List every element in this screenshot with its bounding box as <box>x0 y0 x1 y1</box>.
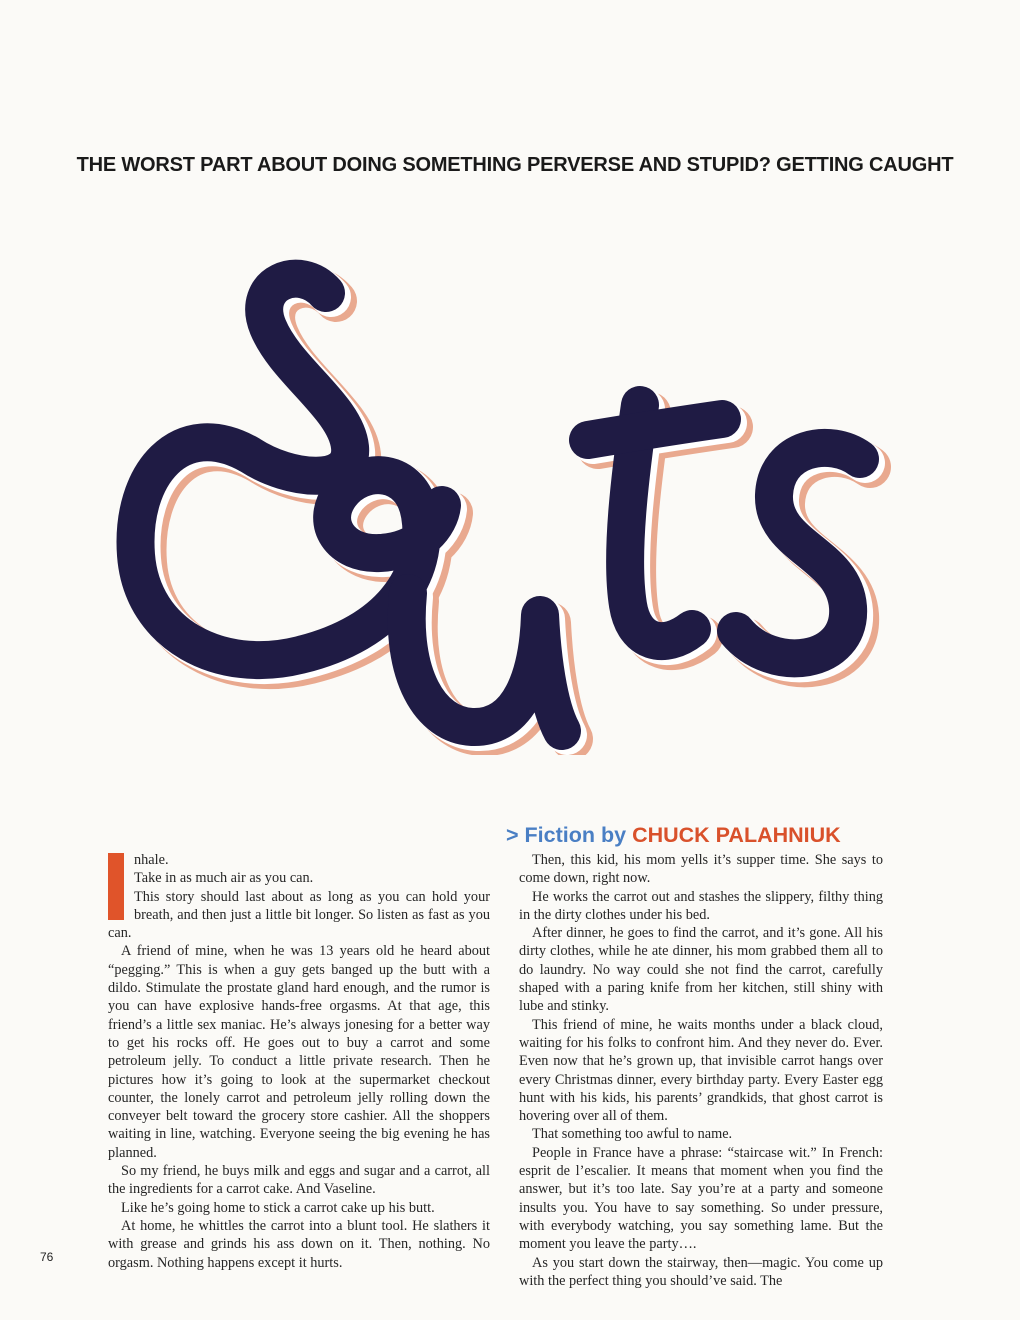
right-column <box>519 851 883 1290</box>
guts-title-art <box>100 255 900 755</box>
paragraph: He works the carrot out and stashes the slippery, filthy thing in the dirty clothes under his bed. <box>519 888 883 923</box>
paragraph: As you start down the stairway, then—magic. You come up with the perfect thing you should’ve said. The <box>519 1254 883 1289</box>
byline <box>506 823 896 848</box>
paragraph: nhale. <box>134 852 169 868</box>
paragraph: Then, this kid, his mom yells it’s supper time. She says to come down, right now. <box>519 852 883 887</box>
paragraph: At home, he whittles the carrot into a blunt tool. He slathers it with grease and grinds his ass down on it. Then, nothing. No orgasm. Nothing happens except it hurts. <box>108 1217 490 1271</box>
paragraph: A friend of mine, when he was 13 years old he heard about “pegging.” This is when a guy gets banged up the butt with a dildo. Stimulate the prostate gland hard enough, and the rumor is you can have explosive hands-free orgasms. At that age, this friend’s a little sex maniac. He’s always jonesing for a better way to get his rocks off. He goes out to buy a carrot and some petroleum jelly. To conduct a little private research. Then he pictures how it’s going to look at the supermarket checkout counter, the lonely carrot and petroleum jelly rolling down the conveyer belt toward the grocery store cashier. All the shoppers waiting in line, watching. Everyone seeing the big evening he has planned. <box>108 943 490 1161</box>
paragraph: Like he’s going home to stick a carrot cake up his butt. <box>121 1199 435 1216</box>
byline-author: CHUCK PALAHNIUK <box>632 823 841 847</box>
byline-prefix: Fiction by <box>524 823 627 847</box>
byline-arrow: > <box>506 823 519 847</box>
paragraph: That something too awful to name. <box>532 1126 733 1143</box>
left-column <box>108 851 490 1272</box>
paragraph: People in France have a phrase: “staircase wit.” In French: esprit de l’escalier. It means that moment when you find the answer, but it’s too late. Say you’re at a party and someone insults you. You have to say something. So under pressure, with everybody watching, you say something lame. But the moment you leave the party…. <box>519 1144 883 1253</box>
paragraph: After dinner, he goes to find the carrot, and it’s gone. All his dirty clothes, while he ate dinner, his mom grabbed them all to do laundry. No way could she not find the carrot, carefully shaped with a paring knife from her kitchen, still shiny with lube and stinky. <box>519 925 883 1015</box>
paragraph: Take in as much air as you can. <box>134 870 314 887</box>
drop-cap-bar <box>108 853 124 920</box>
paragraph: This friend of mine, he waits months under a black cloud, waiting for his folks to confront him. And they never do. Ever. Even now that he’s grown up, that invisible carrot hangs over every Christmas dinner, every birthday party. Every Easter egg hunt with his kids, his parents’ grandkids, that ghost carrot is hovering over all of them. <box>519 1016 883 1125</box>
paragraph: This story should last about as long as you can hold your breath, and then just a little bit longer. So listen as fast as you can. <box>108 888 490 942</box>
paragraph: So my friend, he buys milk and eggs and sugar and a carrot, all the ingredients for a carrot cake. And Vaseline. <box>108 1163 490 1198</box>
page-number: 76 <box>40 1250 54 1264</box>
deck-headline: THE WORST PART ABOUT DOING SOMETHING PERVERSE AND STUPID? GETTING CAUGHT <box>76 154 954 176</box>
